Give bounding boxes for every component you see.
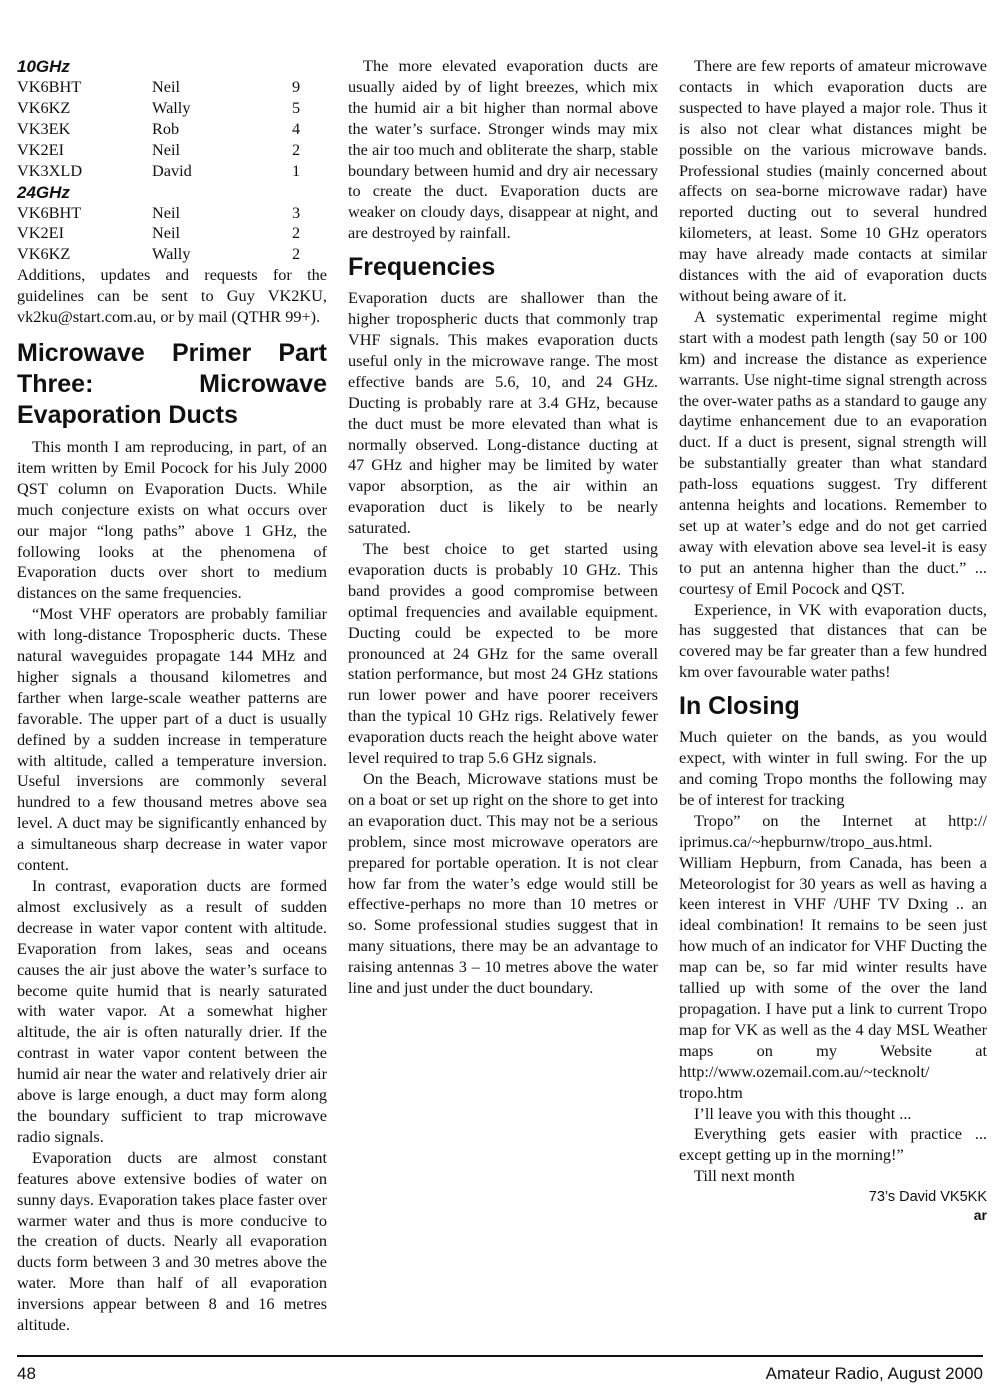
closing-heading: In Closing bbox=[679, 692, 800, 721]
table-row: VK6BHT Neil 9 bbox=[17, 77, 301, 96]
scores-note: Additions, updates and requests for the guidelines can be sent to Guy VK2KU, vk2ku@start.com.au, or by mail (QTHR 99+). bbox=[17, 265, 327, 327]
article-title: Microwave Primer Part Three: Microwave Evaporation Ducts bbox=[17, 338, 327, 429]
intro-paragraph: In contrast, evaporation ducts are formed almost exclusively as a result of sudden decrease in water vapor content with altitude. Evaporation from lakes, seas and oceans causes the air just above the water’s surface to become quite humid that is nearly saturated with water vapor. At a somewhat higher altitude, the air is often naturally drier. If the contrast in water vapor content between the humid air near the water and relatively drier air above is large enough, a duct may form along the boundary sufficient to trap microwave radio signals. bbox=[17, 876, 327, 1146]
end-mark: ar bbox=[973, 1207, 987, 1224]
closing-paragraph: I’ll leave you with this thought ... bbox=[694, 1103, 912, 1123]
freq-paragraph: Experience, in VK with evaporation ducts, has suggested that distances that can be covered may be far greater than a few hundred km over favourable water paths! bbox=[679, 599, 987, 682]
intro-paragraph: The more elevated evaporation ducts are usually aided by of light breezes, which mix the humid air a bit higher than normal above the water’s surface. Stronger winds may mix the air too much and obliterate the sharp, stable boundary between humid and dry air necessary to create the duct. Evaporation ducts are weaker on cloudy days, disappear at night, and are destroyed by rainfall. bbox=[348, 56, 658, 243]
table-row: VK6KZ Wally 5 bbox=[17, 97, 301, 117]
signoff: 73’s David VK5KK bbox=[868, 1189, 987, 1206]
closing-paragraph: Till next month bbox=[694, 1166, 795, 1186]
freq-paragraph: A systematic experimental regime might start with a modest path length (say 50 or 100 km) and increase the distance as experience warrants. Use night-time signal strength across the over-water paths as a standard to gauge any daytime enhancement due to an evaporation duct. If a duct is present, signal strength will be substantially greater than what standard path-loss equations suggest. Try different antenna heights and locations. Remember to set up at water’s edge and do not get carried away with elevation above sea level-it is easy to put an antenna higher than the duct.” ... courtesy of Emil Pocock and QST. bbox=[679, 306, 987, 598]
intro-paragraph: Evaporation ducts are almost constant features above extensive bodies of water on sunny days. Evaporation takes place faster over warmer water and thus is more conducive to the creation of ducts. Nearly all evaporation ducts form between 3 and 30 metres above the water. More than half of all evaporation inversions appear between 8 and 16 metres altitude. bbox=[17, 1147, 327, 1335]
freq-paragraph: Evaporation ducts are shallower than the higher tropospheric ducts that commonly trap VHF signals. This makes evaporation ducts useful only in the microwave range. The most effective bands are 5.6, 10, and 24 GHz. Ducting is probably rare at 3.4 GHz, because the duct must be more elevated than what is normally observed. Long-distance ducting at 47 GHz and higher may be limited by water vapor absorption, as the air within an evaporation duct is likely to be nearly saturated. bbox=[348, 288, 658, 538]
column-3 bbox=[679, 56, 987, 1223]
table-row: VK3EK Rob 4 bbox=[17, 118, 301, 138]
magazine-title: Amateur Radio, August 2000 bbox=[765, 1364, 983, 1383]
freq-paragraph: The best choice to get started using evaporation ducts is probably 10 GHz. This band provides a good compromise between optimal frequencies and available equipment. Ducting could be expected to be more pronounced at 24 GHz for the same overall station performance, but most 24 GHz stations run lower power and have poorer receivers than the typical 10 GHz rigs. Relatively fewer evaporation ducts reach the height above water level required to trap 5.6 GHz signals. bbox=[348, 539, 658, 768]
scores-table-24ghz bbox=[17, 203, 327, 266]
table-row: VK2EI Neil 2 bbox=[17, 139, 301, 159]
table-row: VK2EI Neil 2 bbox=[17, 223, 301, 243]
band-heading-24ghz: 24GHz bbox=[17, 182, 70, 202]
column-1 bbox=[17, 56, 327, 1336]
band-heading-10ghz: 10GHz bbox=[17, 57, 70, 76]
intro-paragraph: “Most VHF operators are probably familiar with long-distance Tropospheric ducts. These natural waveguides propagate 144 MHz and higher signals a thousand kilometres and farther when large-scale weather patterns are favorable. The upper part of a duct is usually defined by a sudden increase in temperature with altitude, called a temperature inversion. Useful inversions are commonly several hundred to a few thousand metres above sea level. A duct may be significantly enhanced by a simultaneous sharp decrease in water vapor content. bbox=[17, 604, 327, 875]
freq-paragraph: On the Beach, Microwave stations must be on a boat or set up right on the shore to get into an evaporation duct. This may not be a serious problem, since most microwave operators are prepared for portable operation. It is not clear how far from the water’s edge would still be effective-perhaps no more than 10 metres or so. Some professional studies suggest that in many situations, there may be an advantage to raising antennas 3 – 10 metres above the water line and just under the duct boundary. bbox=[348, 769, 658, 998]
scores-table-10ghz bbox=[17, 77, 327, 182]
closing-paragraph: Much quieter on the bands, as you would expect, with winter in full swing. For the up and coming Tropo months the following may be of interest for tracking bbox=[679, 727, 987, 809]
frequencies-heading: Frequencies bbox=[348, 253, 496, 282]
freq-paragraph: There are few reports of amateur microwave contacts in which evaporation ducts are suspected to have played a major role. Thus it is also not clear what distances might be possible on the various microwave bands. Professional studies (mainly concerned about affects on sea-borne microwave radar) have reported ducting out to several hundred kilometers, at least. Some 10 GHz operators may have already made contacts at similar distances with the aid of evaporation ducts without being aware of it. bbox=[679, 56, 987, 305]
table-row: VK6BHT Neil 3 bbox=[17, 202, 301, 222]
intro-paragraph: This month I am reproducing, in part, of an item written by Emil Pocock for his July 2000 QST column on Evaporation Ducts. While much conjecture exists on what occurs over our major “long paths” above 1 GHz, the following looks at the phenomena of Evaporation ducts over short to medium distances on the same frequencies. bbox=[17, 436, 327, 603]
table-row: VK6KZ Wally 2 bbox=[17, 244, 301, 264]
table-row: VK3XLD David 1 bbox=[17, 160, 301, 180]
closing-paragraph: Tropo” on the Internet at http:// iprimus.ca/~hepburnw/tropo_aus.html. William Hepburn, from Canada, has been a Meteorologist for 30 years as well as having a keen interest in VHF /UHF TV Dxing .. an ideal combination! It remains to be seen just how much of an indicator for VHF Ducting the map can be, so far mid winter results have tallied up with some of the over the land propagation. I have put a link to current Tropo map for VK as well as the 4 day MSL Weather maps on my Website at http://www.ozemail.com.au/~tecknolt/ tropo.htm bbox=[679, 810, 987, 1102]
column-2 bbox=[348, 56, 658, 999]
closing-paragraph: Everything gets easier with practice ... except getting up in the morning!” bbox=[679, 1124, 987, 1165]
page-number: 48 bbox=[17, 1364, 36, 1383]
footer-rule bbox=[17, 1355, 983, 1357]
